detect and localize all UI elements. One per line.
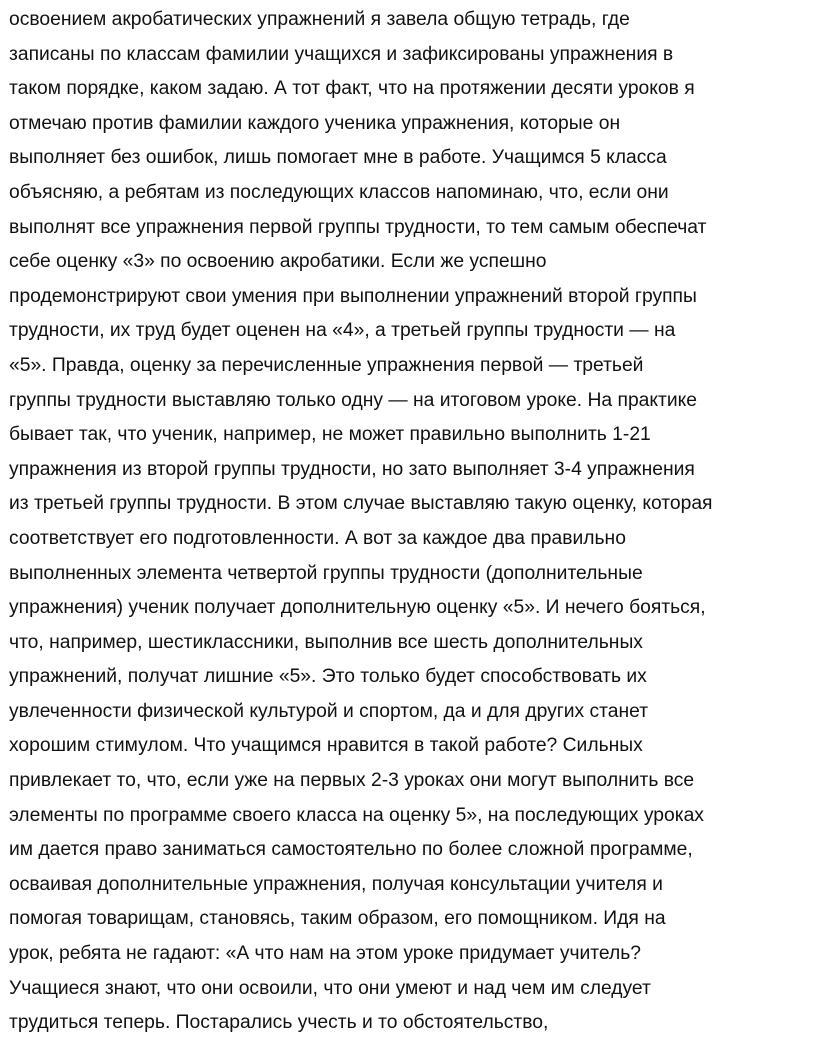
text-line: выполнят все упражнения первой группы трудности, то тем самым обеспечат bbox=[9, 216, 707, 238]
text-line: выполненных элемента четвертой группы трудности (дополнительные bbox=[9, 562, 643, 584]
text-line: объясняю, а ребятам из последующих классов напоминаю, что, если они bbox=[9, 181, 669, 203]
text-line: продемонстрируют свои умения при выполнении упражнений второй группы bbox=[9, 285, 697, 307]
text-line: элементы по программе своего класса на оценку 5», на последующих уроках bbox=[9, 804, 704, 826]
text-line: себе оценку «3» по освоению акробатики. Если же успешно bbox=[9, 251, 547, 273]
text-line: бывает так, что ученик, например, не может правильно выполнить 1-21 bbox=[9, 424, 651, 446]
text-line: трудности, их труд будет оценен на «4», а третьей группы трудности — на bbox=[9, 320, 676, 342]
text-line: соответствует его подготовленности. А вот за каждое два правильно bbox=[9, 527, 626, 549]
text-line: урок, ребята не гадают: «А что нам на этом уроке придумает учитель? bbox=[9, 943, 642, 965]
text-line: записаны по классам фамилии учащихся и зафиксированы упражнения в bbox=[9, 43, 674, 65]
text-line: Учащиеся знают, что они освоили, что они умеют и над чем им следует bbox=[9, 977, 651, 999]
text-line: упражнений, получат лишние «5». Это только будет способствовать их bbox=[9, 666, 647, 688]
text-line: увлеченности физической культурой и спортом, да и для других станет bbox=[9, 700, 649, 722]
text-line: «5». Правда, оценку за перечисленные упражнения первой — третьей bbox=[9, 354, 644, 376]
text-line: освоением акробатических упражнений я завела общую тетрадь, где bbox=[9, 9, 630, 30]
text-line: помогая товарищам, становясь, таким образом, его помощником. Идя на bbox=[9, 908, 666, 930]
text-line: группы трудности выставляю только одну — на итоговом уроке. На практике bbox=[9, 389, 698, 411]
text-line: им дается право заниматься самостоятельно по более сложной программе, bbox=[9, 839, 693, 861]
text-line: что, например, шестиклассники, выполнив все шесть дополнительных bbox=[9, 631, 643, 653]
text-line: осваивая дополнительные упражнения, получая консультации учителя и bbox=[9, 873, 663, 895]
text-line: трудиться теперь. Постарались учесть и то обстоятельство, bbox=[9, 1012, 549, 1034]
text-line: выполняет без ошибок, лишь помогает мне в работе. Учащимся 5 класса bbox=[9, 147, 667, 169]
text-line: упражнения из второй группы трудности, но зато выполняет 3-4 упражнения bbox=[9, 458, 695, 480]
text-line: из третьей группы трудности. В этом случае выставляю такую оценку, которая bbox=[9, 493, 713, 515]
body-paragraph bbox=[9, 3, 809, 1041]
text-line: отмечаю против фамилии каждого ученика упражнения, которые он bbox=[9, 112, 621, 134]
text-line: таком порядке, каком задаю. А тот факт, что на протяжении десяти уроков я bbox=[9, 78, 695, 100]
text-line: хорошим стимулом. Что учащимся нравится в такой работе? Сильных bbox=[9, 735, 643, 757]
text-line: привлекает то, что, если уже на первых 2-3 уроках они могут выполнить все bbox=[9, 770, 695, 792]
text-line: упражнения) ученик получает дополнительную оценку «5». И нечего бояться, bbox=[9, 597, 706, 619]
